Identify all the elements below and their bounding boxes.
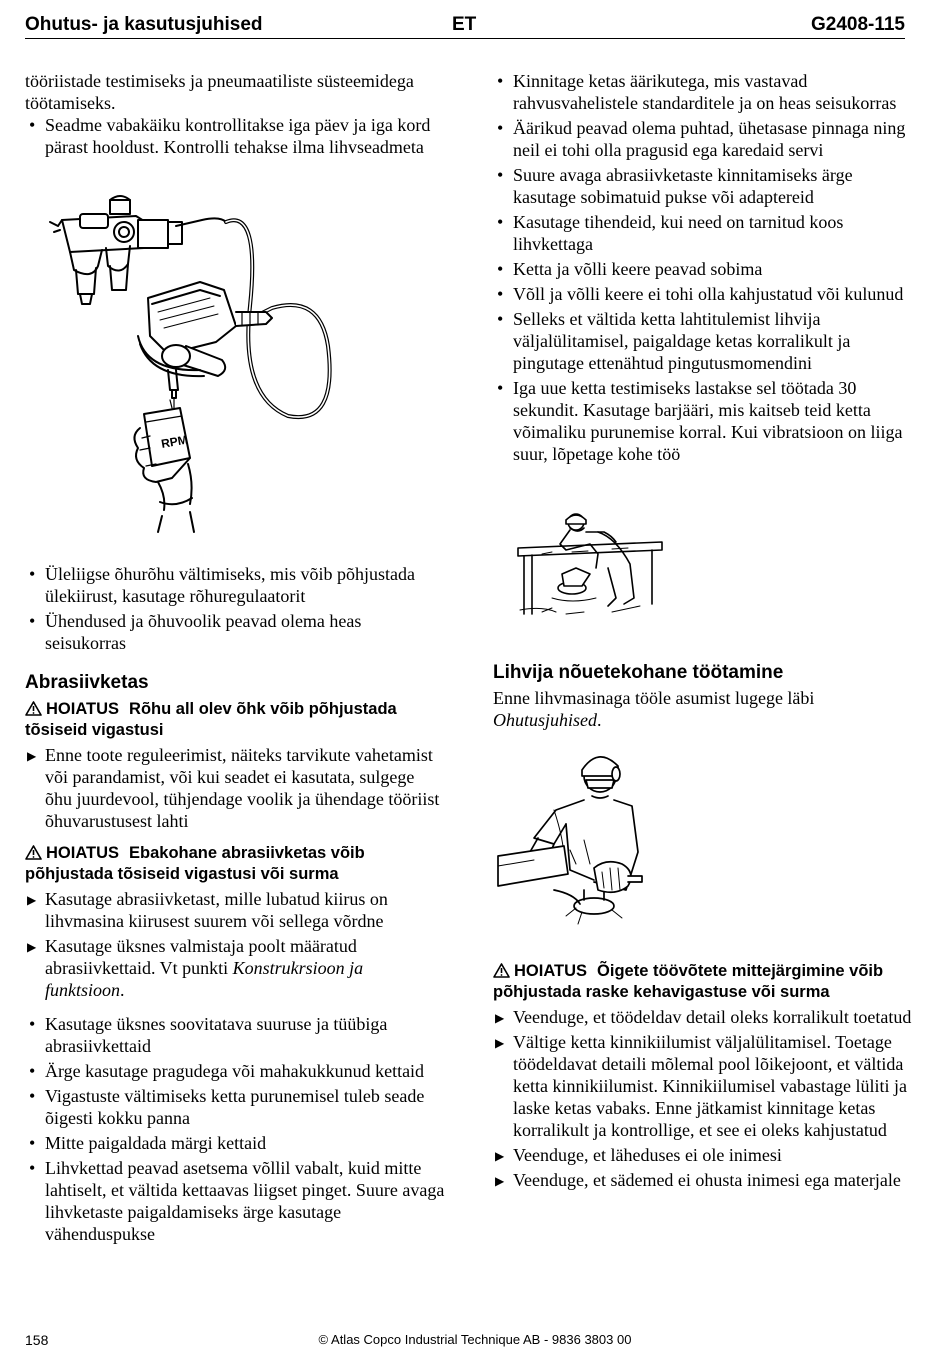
bullet-dot: • — [497, 212, 504, 232]
list-item-text: Suure avaga abrasiivketaste kinnitamiseks ärge kasutage sobimatuid pukse või adaptereid — [513, 165, 853, 207]
list-item-text: Äärikud peavad olema puhtad, ühetasase pinnaga ning neil ei tohi olla pragusid ega karedaid servi — [513, 118, 906, 160]
section-intro — [493, 687, 913, 731]
list-item — [493, 1144, 913, 1166]
list-item — [493, 117, 913, 161]
right-bullets-1 — [493, 70, 913, 465]
list-item-text: Seadme vabakäiku kontrollitakse iga päev ja iga kord pärast hooldust. Kontrolli tehakse ilma lihvseadmeta — [45, 115, 431, 157]
list-item-text: Üleliigse õhurõhu vältimiseks, mis võib põhjustada ülekiirust, kasutage rõhuregulaatorit — [45, 564, 415, 606]
warning-improper-disc — [25, 843, 445, 885]
list-item — [493, 258, 913, 280]
bullet-dot: • — [29, 1133, 36, 1153]
list-item-text: Ärge kasutage pragudega või mahakukkunud kettaid — [45, 1061, 425, 1081]
bullet-dot: • — [497, 259, 504, 279]
triangle-right-icon: ▶ — [27, 749, 37, 763]
right-top-text — [493, 70, 913, 468]
bullet-dot: • — [29, 1014, 36, 1034]
list-item — [493, 70, 913, 114]
bullet-dot: • — [29, 1061, 36, 1081]
warning2-items — [25, 888, 445, 1001]
warning1-items — [25, 744, 445, 832]
list-item — [25, 935, 445, 1001]
header-title: Ohutus- ja kasutusjuhised — [25, 14, 263, 35]
warning-work-practices — [493, 961, 913, 1003]
list-item — [493, 1006, 913, 1028]
page-header — [25, 12, 905, 39]
list-item — [25, 1132, 445, 1154]
left-bottom-text — [25, 563, 445, 1248]
list-item-text: Kasutage üksnes valmistaja poolt määratud abrasiivkettaid. Vt punkti — [45, 936, 357, 978]
list-item-text: Selleks et vältida ketta lahtitulemist lihvija väljalülitamisel, paigaldage ketas korralikult ja pingutage ettenähtud pingutusmomendini — [513, 309, 851, 373]
bullet-dot: • — [29, 564, 36, 584]
rpm-meter-label: RPM — [160, 432, 189, 451]
footer-copyright: © Atlas Copco Industrial Technique AB - 9836 3803 00 — [318, 1332, 632, 1347]
intro-text: Enne lihvmasinaga tööle asumist lugege läbi — [493, 688, 815, 708]
list-item-text: Kinnitage ketas äärikutega, mis vastavad rahvusvahelistele standarditele ja on heas seisukorras — [513, 71, 897, 113]
triangle-right-icon: ▶ — [495, 1174, 505, 1188]
list-item-text: Kasutage üksnes soovitatava suuruse ja tüübiga abrasiivkettaid — [45, 1014, 388, 1056]
list-item — [25, 563, 445, 607]
warning-triangle-icon — [493, 963, 510, 978]
list-item — [493, 1169, 913, 1191]
intro-end: . — [597, 710, 602, 730]
right-warning-items — [493, 1006, 913, 1191]
list-item-text: Mitte paigaldada märgi kettaid — [45, 1133, 267, 1153]
right-section — [493, 662, 913, 731]
list-item-text: Vältige ketta kinnikiilumist väljalülitamisel. Toetage töödeldavat detaili mõlemal pool lõikejoont, et vältida ketta kinnikiilumist. Kinnikiilumisel vabastage lüliti ja laske ketas vabaks. Enne jätkamist kinnitage ketas korralikult ja kontrollige, et see ei oleks kahjustatud — [513, 1032, 907, 1140]
list-item-text: Kasutage abrasiivketast, mille lubatud kiirus on lihvmasina kiirusest suurem või sellega võrdne — [45, 889, 388, 931]
page-number: 158 — [25, 1332, 49, 1348]
left-bullets-1 — [25, 114, 450, 158]
warning-label: HOIATUS — [46, 844, 120, 862]
list-item — [25, 744, 445, 832]
bullet-dot: • — [497, 309, 504, 329]
list-item-text: Iga uue ketta testimiseks lastakse sel töötada 30 sekundit. Kasutage barjääri, mis kaitseb teid ketta võimaliku purunemise korral. Kui vibratsioon on liiga suur, lõpetage kohe töö — [513, 378, 903, 464]
right-warning-block — [493, 961, 913, 1194]
bullet-dot: • — [29, 115, 36, 135]
list-item — [493, 1031, 913, 1141]
header-doc-number: G2408-115 — [810, 14, 905, 35]
list-item — [25, 114, 450, 158]
bullet-dot: • — [497, 71, 504, 91]
warning-text: Ebakohane abrasiivketas võib põhjustada tõsiseid vigastusi või surma — [25, 844, 365, 883]
list-item — [25, 610, 445, 654]
bullet-dot: • — [497, 378, 504, 398]
triangle-right-icon: ▶ — [27, 893, 37, 907]
triangle-right-icon: ▶ — [495, 1011, 505, 1025]
list-item-text: Ühendused ja õhuvoolik peavad olema heas seisukorras — [45, 611, 362, 653]
list-item — [493, 283, 913, 305]
list-item — [493, 377, 913, 465]
left-bullets-3 — [25, 1013, 445, 1245]
triangle-right-icon: ▶ — [495, 1149, 505, 1163]
list-item-text: Veenduge, et läheduses ei ole inimesi — [513, 1145, 782, 1165]
list-item-text: Vigastuste vältimiseks ketta purunemisel tuleb seade õigesti kokku panna — [45, 1086, 425, 1128]
bullet-dot: • — [29, 1158, 36, 1178]
list-item-text: Veenduge, et sädemed ei ohusta inimesi ega materjale — [513, 1170, 901, 1190]
header-language: ET — [452, 14, 477, 35]
warning-triangle-icon — [25, 701, 42, 716]
list-item — [493, 211, 913, 255]
bullet-dot: • — [497, 118, 504, 138]
list-item — [25, 1085, 445, 1129]
warning-label: HOIATUS — [514, 962, 588, 980]
triangle-right-icon: ▶ — [495, 1036, 505, 1050]
list-item — [25, 888, 445, 932]
cross-reference: Ohutusjuhised — [493, 710, 598, 730]
list-item — [493, 164, 913, 208]
list-item — [25, 1013, 445, 1057]
warning-pressurized-air — [25, 699, 445, 741]
bullet-dot: • — [29, 611, 36, 631]
triangle-right-icon: ▶ — [27, 940, 37, 954]
warning-triangle-icon — [25, 845, 42, 860]
list-item-text: Ketta ja võlli keere peavad sobima — [513, 259, 763, 279]
cross-reference: Konstrukrsioon ja funktsioon — [45, 958, 364, 1000]
list-item-text: Veenduge, et töödeldav detail oleks korralikult toetatud — [513, 1007, 912, 1027]
left-bullets-2 — [25, 563, 445, 654]
warning-label: HOIATUS — [46, 700, 120, 718]
list-item-end: . — [120, 980, 125, 1000]
list-item — [25, 1060, 445, 1082]
bullet-dot: • — [497, 165, 504, 185]
left-top-text — [25, 70, 450, 161]
disc-test-barrier-illustration — [512, 508, 672, 628]
grinder-speed-test-illustration — [40, 186, 340, 538]
list-item-text: Lihvkettad peavad asetsema võllil vabalt, kuid mitte lahtiselt, et vältida kettaavas liigset pinget. Suure avaga lihvketaste paigaldamiseks ärge kasutage vähenduspukse — [45, 1158, 445, 1244]
section-heading-correct-operation: Lihvija nõuetekohane töötamine — [493, 662, 784, 683]
warning-text: Õigete töövõtete mittejärgimine võib põhjustada raske kehavigastuse või surma — [493, 962, 884, 1001]
list-item-text: Enne toote reguleerimist, näiteks tarvikute vahetamist või parandamist, või kui seadet ei kasutata, sulgege õhu juurdevool, tühjendage voolik ja ühendage tööriist õhuvarustusest lahti — [45, 745, 440, 831]
section-heading-abrasive-disc: Abrasiivketas — [25, 672, 149, 693]
list-item — [25, 1157, 445, 1245]
left-intro: tööriistade testimiseks ja pneumaatiliste süsteemidega töötamiseks. — [25, 71, 414, 113]
list-item-text: Kasutage tihendeid, kui need on tarnitud koos lihvkettaga — [513, 212, 844, 254]
list-item — [493, 308, 913, 374]
bullet-dot: • — [497, 284, 504, 304]
bullet-dot: • — [29, 1086, 36, 1106]
warning-text: Rõhu all olev õhk võib põhjustada tõsiseid vigastusi — [25, 700, 397, 739]
grinder-operator-illustration — [494, 740, 644, 940]
list-item-text: Võll ja võlli keere ei tohi olla kahjustatud või kulunud — [513, 284, 904, 304]
